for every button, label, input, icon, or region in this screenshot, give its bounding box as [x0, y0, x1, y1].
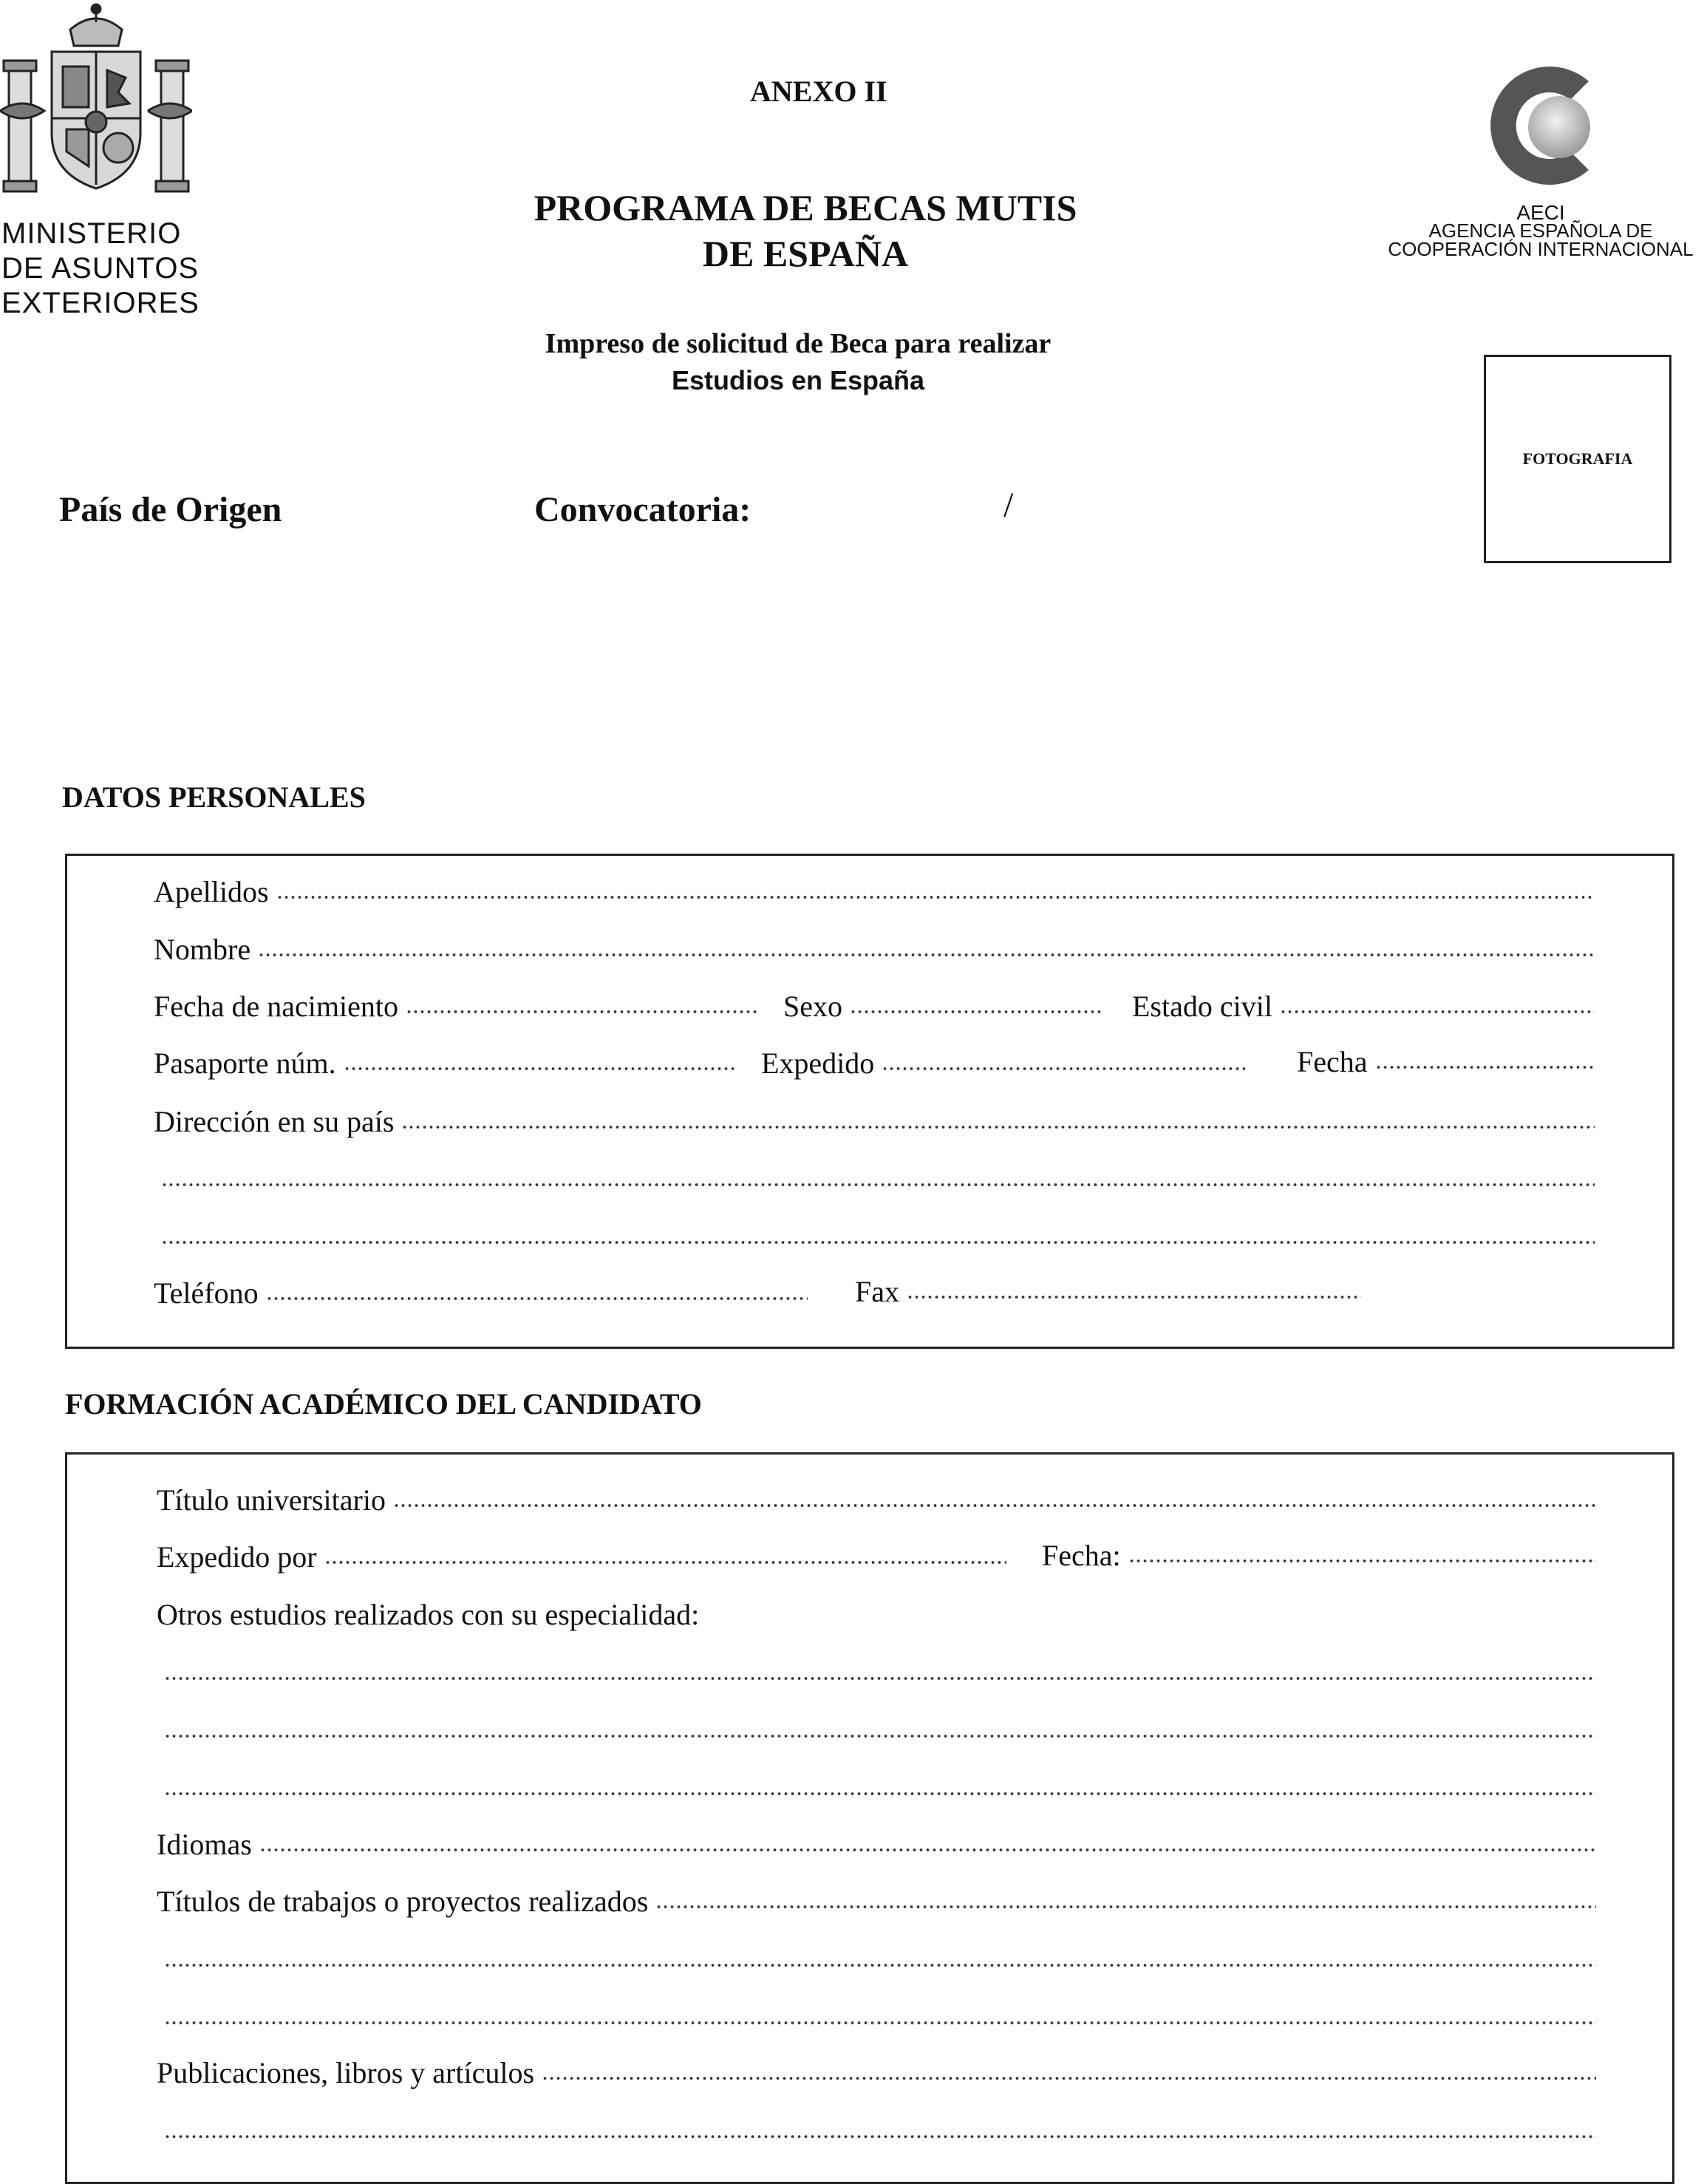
academic-title: FORMACIÓN ACADÉMICO DEL CANDIDATO [65, 1387, 702, 1421]
degree-date-label: Fecha: [1042, 1539, 1121, 1572]
passport-date-field[interactable] [1297, 1044, 1595, 1080]
languages-label: Idiomas [157, 1828, 252, 1861]
fill-line [542, 2073, 1596, 2083]
fill-line [161, 1180, 1595, 1190]
personal-data-title: DATOS PERSONALES [62, 780, 366, 814]
photo-label: FOTOGRAFIA [1522, 449, 1633, 468]
address-field[interactable] [154, 1104, 1595, 1140]
fill-line [164, 2018, 1596, 2028]
sex-label: Sexo [783, 990, 842, 1023]
fill-line [164, 1789, 1596, 1799]
agency-name [1374, 203, 1704, 259]
publications-label: Publicaciones, libros y artículos [157, 2056, 535, 2089]
agency-abbr: AECI [1516, 201, 1565, 224]
form-subtitle [488, 325, 1108, 399]
program-title [510, 185, 1101, 276]
surname-field[interactable] [154, 874, 1595, 910]
fill-line [276, 892, 1595, 902]
fill-line [655, 1902, 1596, 1912]
call-separator: / [1003, 486, 1014, 525]
annex-label: ANEXO II [750, 75, 887, 108]
form-subtitle-line2: Estudios en España [671, 365, 925, 395]
passport-field[interactable] [154, 1046, 737, 1081]
languages-field[interactable] [157, 1827, 1596, 1862]
degree-label: Título universitario [157, 1483, 386, 1517]
passport-label: Pasaporte núm. [154, 1047, 336, 1080]
degree-date-field[interactable] [1042, 1538, 1596, 1574]
passport-issued-field[interactable] [761, 1046, 1245, 1081]
aeci-logo [1478, 59, 1604, 192]
photo-box[interactable] [1484, 355, 1671, 563]
fill-line [164, 1673, 1596, 1684]
fill-line [401, 1122, 1595, 1132]
fax-field[interactable] [855, 1274, 1361, 1310]
agency-line2: COOPERACIÓN INTERNACIONAL [1388, 238, 1694, 260]
fill-line [266, 1293, 808, 1304]
address-line-3[interactable] [161, 1219, 1595, 1255]
name-label: Nombre [154, 933, 251, 966]
spain-coat-of-arms-logo [0, 0, 192, 201]
fax-label: Fax [855, 1275, 899, 1308]
ministry-name [1, 217, 223, 321]
ministry-line: EXTERIORES [1, 287, 200, 319]
fill-line [164, 1960, 1596, 1970]
degree-field[interactable] [157, 1483, 1596, 1518]
ministry-line: MINISTERIO [1, 217, 182, 250]
fill-line [850, 1007, 1101, 1017]
program-title-line1: PROGRAMA DE BECAS MUTIS [534, 187, 1077, 228]
sex-field[interactable] [783, 989, 1101, 1024]
other-studies-line-3[interactable] [164, 1771, 1596, 1806]
projects-field[interactable] [157, 1884, 1596, 1919]
fill-line [344, 1064, 737, 1074]
issued-by-label: Expedido por [157, 1540, 317, 1574]
fill-line [907, 1292, 1361, 1302]
fill-line [1280, 1007, 1595, 1017]
publications-field[interactable] [157, 2055, 1596, 2091]
other-studies-line-1[interactable] [164, 1656, 1596, 1691]
surname-label: Apellidos [154, 875, 269, 908]
projects-label: Títulos de trabajos o proyectos realizados [157, 1885, 649, 1918]
form-subtitle-line1: Impreso de solicitud de Beca para realizar [545, 328, 1052, 359]
address-line-2[interactable] [161, 1162, 1595, 1197]
fill-line [161, 1237, 1595, 1248]
birth-date-field[interactable] [154, 989, 760, 1024]
fill-line [393, 1500, 1596, 1511]
civil-status-label: Estado civil [1132, 990, 1272, 1023]
agency-line1: AGENCIA ESPAÑOLA DE [1428, 220, 1653, 242]
phone-label: Teléfono [154, 1276, 259, 1310]
passport-date-label: Fecha [1297, 1045, 1368, 1078]
fill-line [164, 1731, 1596, 1741]
fill-line [259, 1845, 1596, 1855]
projects-line-3[interactable] [164, 2000, 1596, 2035]
call-label: Convocatoria: [534, 490, 752, 529]
publications-line-2[interactable] [164, 2114, 1596, 2149]
fill-line [882, 1064, 1245, 1074]
fill-line [1128, 1556, 1596, 1566]
other-studies-line-2[interactable] [164, 1713, 1596, 1749]
program-title-line2: DE ESPAÑA [702, 233, 909, 274]
passport-issued-label: Expedido [761, 1047, 875, 1080]
birth-date-label: Fecha de nacimiento [154, 990, 398, 1023]
issued-by-field[interactable] [157, 1540, 1006, 1575]
phone-field[interactable] [154, 1276, 808, 1311]
other-studies-label: Otros estudios realizados con su especialidad: [157, 1598, 700, 1631]
civil-status-field[interactable] [1132, 989, 1595, 1024]
fill-line [258, 950, 1595, 960]
fill-line [406, 1007, 760, 1017]
address-label: Dirección en su país [154, 1105, 395, 1138]
projects-line-2[interactable] [164, 1942, 1596, 1978]
ministry-line: DE ASUNTOS [1, 252, 200, 285]
fill-line [164, 2132, 1596, 2142]
name-field[interactable] [154, 932, 1595, 967]
fill-line [324, 1557, 1006, 1568]
fill-line [1375, 1062, 1595, 1072]
origin-country-label: País de Origen [59, 490, 282, 529]
other-studies-label-row [157, 1597, 1596, 1633]
